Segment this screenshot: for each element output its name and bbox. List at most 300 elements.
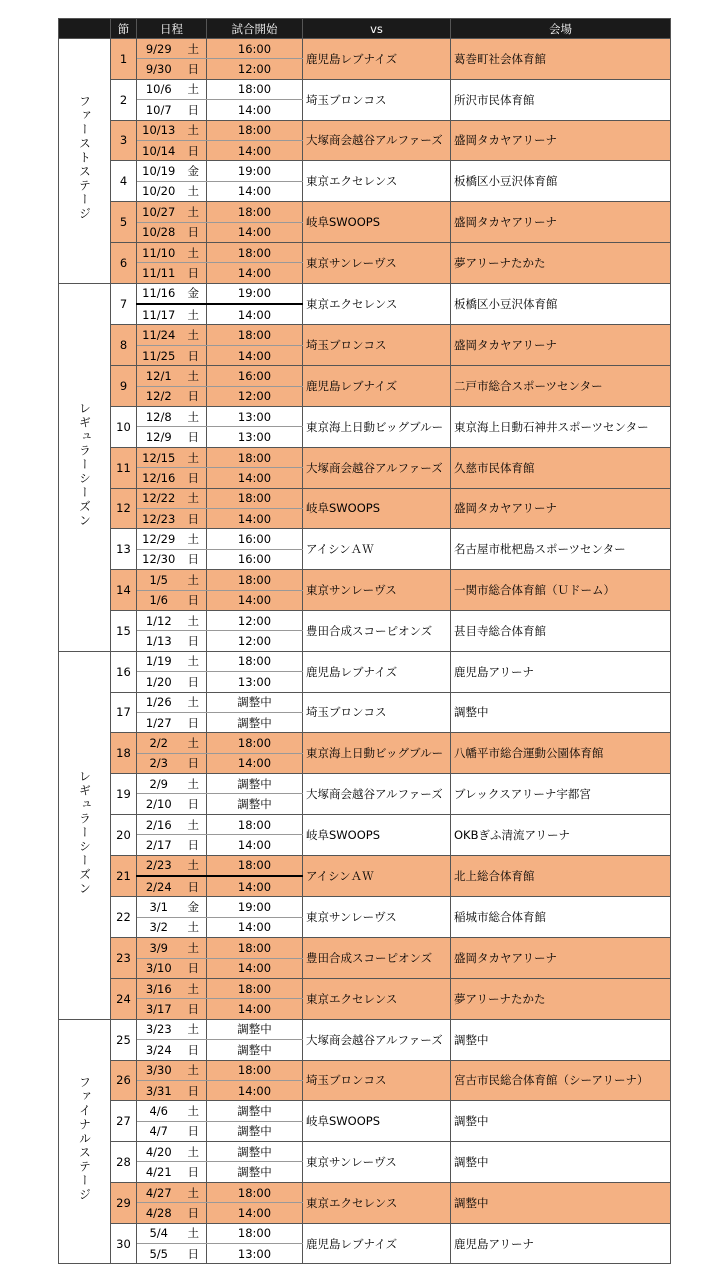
game-date: 12/16 xyxy=(137,468,181,488)
game-date: 12/9 xyxy=(137,427,181,447)
opponent: 鹿児島レブナイズ xyxy=(303,651,451,692)
game-start-time: 14:00 xyxy=(207,263,303,283)
game-start-time: 18:00 xyxy=(207,570,303,590)
round-number: 7 xyxy=(111,283,137,325)
game-day: 日 xyxy=(181,631,207,651)
game-day: 土 xyxy=(181,938,207,958)
game-start-time: 12:00 xyxy=(207,631,303,651)
game-date: 1/19 xyxy=(137,651,181,671)
game-day: 土 xyxy=(181,488,207,508)
opponent: 岐阜SWOOPS xyxy=(303,814,451,855)
venue: 鹿児島アリーナ xyxy=(451,651,671,692)
game-day: 日 xyxy=(181,386,207,406)
table-row xyxy=(59,570,671,590)
game-date: 12/30 xyxy=(137,549,181,569)
round-number: 28 xyxy=(111,1142,137,1183)
table-row xyxy=(59,855,671,876)
table-row xyxy=(59,938,671,958)
game-start-time: 16:00 xyxy=(207,366,303,386)
table-row xyxy=(59,407,671,427)
opponent: 東京海上日動ビッグブルー xyxy=(303,407,451,448)
game-start-time: 18:00 xyxy=(207,202,303,222)
game-day: 土 xyxy=(181,610,207,630)
game-date: 4/28 xyxy=(137,1203,181,1223)
game-day: 土 xyxy=(181,1142,207,1162)
venue: 板橋区小豆沢体育館 xyxy=(451,161,671,202)
table-row xyxy=(59,1223,671,1243)
game-day: 土 xyxy=(181,447,207,467)
round-number: 9 xyxy=(111,366,137,407)
game-day: 日 xyxy=(181,753,207,773)
venue: 盛岡タカヤアリーナ xyxy=(451,488,671,529)
round-number: 13 xyxy=(111,529,137,570)
table-row xyxy=(59,529,671,549)
game-day: 土 xyxy=(181,570,207,590)
game-day: 土 xyxy=(181,651,207,671)
game-start-time: 18:00 xyxy=(207,488,303,508)
game-day: 日 xyxy=(181,1121,207,1141)
table-row xyxy=(59,692,671,712)
game-date: 3/10 xyxy=(137,958,181,978)
game-date: 12/8 xyxy=(137,407,181,427)
round-number: 21 xyxy=(111,855,137,897)
game-day: 日 xyxy=(181,427,207,447)
game-start-time: 14:00 xyxy=(207,876,303,897)
game-day: 日 xyxy=(181,876,207,897)
game-start-time: 14:00 xyxy=(207,958,303,978)
opponent: 大塚商会越谷アルファーズ xyxy=(303,447,451,488)
venue: ブレックスアリーナ宇都宮 xyxy=(451,774,671,815)
opponent: 埼玉ブロンコス xyxy=(303,692,451,733)
game-day: 金 xyxy=(181,897,207,917)
venue: 調整中 xyxy=(451,1142,671,1183)
game-start-time: 16:00 xyxy=(207,529,303,549)
opponent: 豊田合成スコーピオンズ xyxy=(303,938,451,979)
game-start-time: 調整中 xyxy=(207,774,303,794)
game-start-time: 調整中 xyxy=(207,1101,303,1121)
game-date: 3/30 xyxy=(137,1060,181,1080)
game-date: 3/24 xyxy=(137,1040,181,1060)
game-start-time: 13:00 xyxy=(207,672,303,692)
stage-label-text: レギュラーシーズン xyxy=(77,401,92,528)
game-date: 2/2 xyxy=(137,733,181,753)
game-date: 4/20 xyxy=(137,1142,181,1162)
opponent: 東京サンレーヴス xyxy=(303,570,451,611)
game-day: 土 xyxy=(181,1182,207,1202)
game-start-time: 調整中 xyxy=(207,794,303,814)
stage-label-text: ファーストステージ xyxy=(77,95,92,222)
game-date: 3/2 xyxy=(137,917,181,937)
stage-label xyxy=(59,283,111,651)
table-row xyxy=(59,774,671,794)
table-row xyxy=(59,1142,671,1162)
venue: 一関市総合体育館（Ｕドーム） xyxy=(451,570,671,611)
game-start-time: 14:00 xyxy=(207,468,303,488)
table-row xyxy=(59,161,671,181)
game-day: 土 xyxy=(181,120,207,140)
game-day: 土 xyxy=(181,733,207,753)
game-date: 4/6 xyxy=(137,1101,181,1121)
game-start-time: 14:00 xyxy=(207,181,303,201)
opponent: 東京サンレーヴス xyxy=(303,1142,451,1183)
game-start-time: 調整中 xyxy=(207,1019,303,1039)
opponent: アイシンＡＷ xyxy=(303,855,451,897)
game-date: 1/20 xyxy=(137,672,181,692)
game-date: 9/30 xyxy=(137,59,181,79)
game-day: 日 xyxy=(181,672,207,692)
game-start-time: 14:00 xyxy=(207,1080,303,1100)
game-start-time: 14:00 xyxy=(207,1203,303,1223)
game-start-time: 14:00 xyxy=(207,590,303,610)
game-date: 12/15 xyxy=(137,447,181,467)
round-number: 20 xyxy=(111,814,137,855)
game-date: 10/20 xyxy=(137,181,181,201)
game-start-time: 18:00 xyxy=(207,855,303,876)
game-date: 2/23 xyxy=(137,855,181,876)
round-number: 6 xyxy=(111,242,137,283)
game-start-time: 14:00 xyxy=(207,345,303,365)
game-start-time: 調整中 xyxy=(207,1142,303,1162)
game-day: 日 xyxy=(181,1040,207,1060)
table-row xyxy=(59,1101,671,1121)
game-date: 2/17 xyxy=(137,835,181,855)
table-row xyxy=(59,897,671,917)
game-day: 金 xyxy=(181,283,207,304)
table-row xyxy=(59,79,671,99)
round-number: 26 xyxy=(111,1060,137,1101)
venue: 盛岡タカヤアリーナ xyxy=(451,938,671,979)
opponent: 東京エクセレンス xyxy=(303,161,451,202)
game-date: 11/25 xyxy=(137,345,181,365)
game-start-time: 19:00 xyxy=(207,897,303,917)
opponent: 東京海上日動ビッグブルー xyxy=(303,733,451,774)
game-date: 1/26 xyxy=(137,692,181,712)
game-date: 5/4 xyxy=(137,1223,181,1243)
game-day: 土 xyxy=(181,814,207,834)
round-number: 3 xyxy=(111,120,137,161)
opponent: 岐阜SWOOPS xyxy=(303,202,451,243)
game-date: 10/7 xyxy=(137,100,181,120)
game-day: 土 xyxy=(181,407,207,427)
game-start-time: 14:00 xyxy=(207,917,303,937)
opponent: 東京サンレーヴス xyxy=(303,242,451,283)
table-row xyxy=(59,1060,671,1080)
game-day: 日 xyxy=(181,590,207,610)
round-number: 24 xyxy=(111,978,137,1019)
game-day: 日 xyxy=(181,835,207,855)
opponent: 大塚商会越谷アルファーズ xyxy=(303,774,451,815)
game-day: 日 xyxy=(181,549,207,569)
game-start-time: 18:00 xyxy=(207,120,303,140)
game-date: 11/24 xyxy=(137,325,181,345)
round-number: 12 xyxy=(111,488,137,529)
venue: 調整中 xyxy=(451,692,671,733)
game-date: 10/6 xyxy=(137,79,181,99)
venue: 名古屋市枇杷島スポーツセンター xyxy=(451,529,671,570)
game-date: 4/7 xyxy=(137,1121,181,1141)
game-date: 10/13 xyxy=(137,120,181,140)
game-day: 金 xyxy=(181,161,207,181)
round-number: 2 xyxy=(111,79,137,120)
game-start-time: 18:00 xyxy=(207,447,303,467)
game-date: 1/5 xyxy=(137,570,181,590)
venue: 調整中 xyxy=(451,1101,671,1142)
game-date: 1/6 xyxy=(137,590,181,610)
game-start-time: 調整中 xyxy=(207,1121,303,1141)
venue: 久慈市民体育館 xyxy=(451,447,671,488)
game-start-time: 14:00 xyxy=(207,140,303,160)
game-day: 土 xyxy=(181,855,207,876)
header-stage xyxy=(59,19,111,39)
game-start-time: 18:00 xyxy=(207,242,303,262)
opponent: 大塚商会越谷アルファーズ xyxy=(303,120,451,161)
venue: 夢アリーナたかた xyxy=(451,242,671,283)
venue: 調整中 xyxy=(451,1019,671,1060)
game-day: 日 xyxy=(181,1162,207,1182)
venue: 稲城市総合体育館 xyxy=(451,897,671,938)
game-date: 10/19 xyxy=(137,161,181,181)
game-day: 日 xyxy=(181,59,207,79)
game-start-time: 14:00 xyxy=(207,304,303,325)
round-number: 19 xyxy=(111,774,137,815)
game-start-time: 14:00 xyxy=(207,100,303,120)
game-day: 土 xyxy=(181,917,207,937)
game-start-time: 18:00 xyxy=(207,733,303,753)
game-start-time: 18:00 xyxy=(207,79,303,99)
round-number: 10 xyxy=(111,407,137,448)
venue: 盛岡タカヤアリーナ xyxy=(451,325,671,366)
game-date: 3/16 xyxy=(137,978,181,998)
game-date: 2/9 xyxy=(137,774,181,794)
opponent: 鹿児島レブナイズ xyxy=(303,39,451,80)
game-start-time: 12:00 xyxy=(207,59,303,79)
game-date: 11/16 xyxy=(137,283,181,304)
game-day: 日 xyxy=(181,468,207,488)
game-date: 1/12 xyxy=(137,610,181,630)
game-start-time: 調整中 xyxy=(207,712,303,732)
game-start-time: 18:00 xyxy=(207,651,303,671)
game-date: 3/31 xyxy=(137,1080,181,1100)
round-number: 25 xyxy=(111,1019,137,1060)
game-start-time: 18:00 xyxy=(207,938,303,958)
venue: 東京海上日動石神井スポーツセンター xyxy=(451,407,671,448)
game-start-time: 13:00 xyxy=(207,407,303,427)
table-row xyxy=(59,39,671,59)
table-row xyxy=(59,978,671,998)
game-date: 10/28 xyxy=(137,222,181,242)
game-day: 日 xyxy=(181,999,207,1019)
venue: 板橋区小豆沢体育館 xyxy=(451,283,671,325)
table-row xyxy=(59,120,671,140)
game-start-time: 16:00 xyxy=(207,549,303,569)
game-start-time: 12:00 xyxy=(207,610,303,630)
venue: OKBぎふ清流アリーナ xyxy=(451,814,671,855)
game-date: 9/29 xyxy=(137,39,181,59)
opponent: 大塚商会越谷アルファーズ xyxy=(303,1019,451,1060)
table-row xyxy=(59,366,671,386)
schedule-body xyxy=(59,39,671,1264)
schedule-table xyxy=(58,18,671,1264)
game-date: 11/11 xyxy=(137,263,181,283)
game-start-time: 14:00 xyxy=(207,835,303,855)
game-day: 日 xyxy=(181,345,207,365)
round-number: 14 xyxy=(111,570,137,611)
opponent: 埼玉ブロンコス xyxy=(303,1060,451,1101)
opponent: 埼玉ブロンコス xyxy=(303,79,451,120)
game-date: 2/24 xyxy=(137,876,181,897)
game-day: 土 xyxy=(181,1223,207,1243)
game-day: 日 xyxy=(181,712,207,732)
game-day: 土 xyxy=(181,366,207,386)
round-number: 22 xyxy=(111,897,137,938)
venue: 鹿児島アリーナ xyxy=(451,1223,671,1264)
table-row xyxy=(59,242,671,262)
opponent: 岐阜SWOOPS xyxy=(303,488,451,529)
header-vs: vs xyxy=(303,19,451,39)
game-start-time: 12:00 xyxy=(207,386,303,406)
header-row xyxy=(59,19,671,39)
game-date: 3/23 xyxy=(137,1019,181,1039)
game-day: 日 xyxy=(181,100,207,120)
game-start-time: 19:00 xyxy=(207,283,303,304)
venue: 甚目寺総合体育館 xyxy=(451,610,671,651)
stage-label xyxy=(59,651,111,1019)
opponent: 東京エクセレンス xyxy=(303,283,451,325)
table-row xyxy=(59,488,671,508)
game-day: 土 xyxy=(181,79,207,99)
venue: 葛巻町社会体育館 xyxy=(451,39,671,80)
stage-label-text: レギュラーシーズン xyxy=(77,769,92,896)
stage-label xyxy=(59,39,111,284)
game-day: 土 xyxy=(181,1019,207,1039)
game-day: 日 xyxy=(181,958,207,978)
game-day: 土 xyxy=(181,181,207,201)
venue: 八幡平市総合運動公園体育館 xyxy=(451,733,671,774)
round-number: 5 xyxy=(111,202,137,243)
game-date: 10/27 xyxy=(137,202,181,222)
game-start-time: 16:00 xyxy=(207,39,303,59)
game-date: 12/2 xyxy=(137,386,181,406)
table-row xyxy=(59,447,671,467)
venue: 調整中 xyxy=(451,1182,671,1223)
opponent: 鹿児島レブナイズ xyxy=(303,1223,451,1264)
game-start-time: 18:00 xyxy=(207,978,303,998)
table-row xyxy=(59,1019,671,1039)
venue: 夢アリーナたかた xyxy=(451,978,671,1019)
game-day: 日 xyxy=(181,794,207,814)
stage-label xyxy=(59,1019,111,1264)
game-day: 日 xyxy=(181,508,207,528)
game-start-time: 調整中 xyxy=(207,1040,303,1060)
table-row xyxy=(59,610,671,630)
round-number: 29 xyxy=(111,1182,137,1223)
game-date: 2/10 xyxy=(137,794,181,814)
game-day: 土 xyxy=(181,978,207,998)
game-date: 3/17 xyxy=(137,999,181,1019)
game-date: 11/17 xyxy=(137,304,181,325)
game-day: 土 xyxy=(181,39,207,59)
game-date: 12/22 xyxy=(137,488,181,508)
round-number: 27 xyxy=(111,1101,137,1142)
game-date: 11/10 xyxy=(137,242,181,262)
game-date: 2/3 xyxy=(137,753,181,773)
game-date: 12/23 xyxy=(137,508,181,528)
game-day: 日 xyxy=(181,1244,207,1264)
game-start-time: 14:00 xyxy=(207,753,303,773)
venue: 二戸市総合スポーツセンター xyxy=(451,366,671,407)
game-day: 日 xyxy=(181,222,207,242)
game-start-time: 調整中 xyxy=(207,692,303,712)
round-number: 17 xyxy=(111,692,137,733)
header-venue: 会場 xyxy=(451,19,671,39)
round-number: 4 xyxy=(111,161,137,202)
game-start-time: 18:00 xyxy=(207,814,303,834)
venue: 宮古市民総合体育館（シーアリーナ） xyxy=(451,1060,671,1101)
game-start-time: 13:00 xyxy=(207,1244,303,1264)
venue: 盛岡タカヤアリーナ xyxy=(451,202,671,243)
header-start: 試合開始 xyxy=(207,19,303,39)
game-day: 土 xyxy=(181,304,207,325)
game-date: 3/1 xyxy=(137,897,181,917)
venue: 盛岡タカヤアリーナ xyxy=(451,120,671,161)
stage-label-text: ファイナルステージ xyxy=(77,1076,92,1203)
game-day: 日 xyxy=(181,140,207,160)
opponent: 埼玉ブロンコス xyxy=(303,325,451,366)
venue: 北上総合体育館 xyxy=(451,855,671,897)
round-number: 16 xyxy=(111,651,137,692)
round-number: 15 xyxy=(111,610,137,651)
game-start-time: 13:00 xyxy=(207,427,303,447)
header-setsu: 節 xyxy=(111,19,137,39)
game-date: 4/27 xyxy=(137,1182,181,1202)
header-schedule: 日程 xyxy=(137,19,207,39)
game-date: 1/27 xyxy=(137,712,181,732)
game-start-time: 18:00 xyxy=(207,1223,303,1243)
game-date: 4/21 xyxy=(137,1162,181,1182)
game-start-time: 18:00 xyxy=(207,325,303,345)
game-date: 10/14 xyxy=(137,140,181,160)
game-date: 12/1 xyxy=(137,366,181,386)
game-date: 1/13 xyxy=(137,631,181,651)
opponent: 東京エクセレンス xyxy=(303,1182,451,1223)
game-date: 5/5 xyxy=(137,1244,181,1264)
table-row xyxy=(59,325,671,345)
round-number: 11 xyxy=(111,447,137,488)
game-day: 日 xyxy=(181,1203,207,1223)
round-number: 23 xyxy=(111,938,137,979)
game-start-time: 14:00 xyxy=(207,508,303,528)
opponent: 東京サンレーヴス xyxy=(303,897,451,938)
game-start-time: 18:00 xyxy=(207,1060,303,1080)
table-row xyxy=(59,651,671,671)
game-day: 土 xyxy=(181,325,207,345)
game-day: 日 xyxy=(181,263,207,283)
game-day: 日 xyxy=(181,1080,207,1100)
opponent: 鹿児島レブナイズ xyxy=(303,366,451,407)
venue: 所沢市民体育館 xyxy=(451,79,671,120)
round-number: 1 xyxy=(111,39,137,80)
table-row xyxy=(59,202,671,222)
game-date: 12/29 xyxy=(137,529,181,549)
game-date: 3/9 xyxy=(137,938,181,958)
game-start-time: 14:00 xyxy=(207,222,303,242)
game-day: 土 xyxy=(181,1101,207,1121)
round-number: 30 xyxy=(111,1223,137,1264)
opponent: アイシンＡＷ xyxy=(303,529,451,570)
game-day: 土 xyxy=(181,529,207,549)
game-start-time: 調整中 xyxy=(207,1162,303,1182)
opponent: 東京エクセレンス xyxy=(303,978,451,1019)
